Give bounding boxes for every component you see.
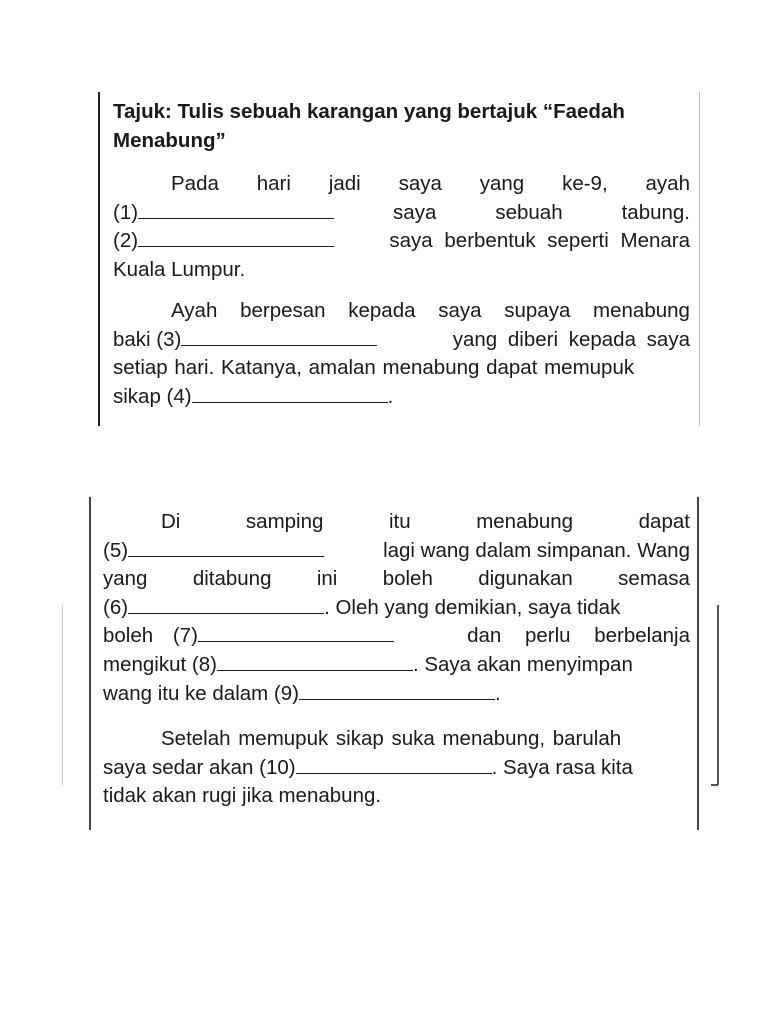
essay-title [113,97,703,155]
blank-4[interactable] [192,384,388,403]
blank-10[interactable] [296,755,492,774]
blank-number-8: mengikut (8) [103,652,217,676]
p3-line-4-text: . Oleh yang demikian, saya tidak [324,595,621,619]
p4-line-3: tidak akan rugi jika menabung. [103,784,382,808]
word: boleh [382,567,433,591]
word: ditabung [192,567,272,591]
blank-number-7: boleh (7) [103,624,198,648]
blank-number-9: wang itu ke dalam (9) [103,681,299,705]
p3-line-3 [103,565,690,594]
p2-line-4 [113,383,690,412]
p2-line-1 [113,297,690,326]
paragraph-4 [103,725,690,811]
word: Pada [171,172,219,195]
blank-9[interactable] [299,681,495,700]
word: supaya [504,299,571,322]
paragraph-2 [113,297,690,411]
word: menabung [476,510,574,533]
blank-number-6: (6) [103,595,129,619]
word: tabung. [621,200,690,224]
p2-line-2 [113,326,690,355]
word: kepada [348,299,416,322]
blank-number-4: sikap (4) [113,384,192,408]
title-line-2: Menabung” [113,129,226,152]
p3-line-6 [103,651,690,680]
panel2-outer-right-mark [717,605,719,785]
p3-line-6-text: . Saya akan menyimpan [412,652,633,676]
period: . [494,681,501,705]
blank-number-1: (1) [113,200,139,224]
p4-line-2-text: . Saya rasa kita [491,755,633,779]
p3-line-5 [103,622,690,651]
word: itu [388,510,411,533]
panel2-right-border [697,497,699,830]
p3-line-7 [103,680,690,709]
blank-5[interactable] [128,538,324,557]
word: berpesan [240,299,326,322]
title-line-1: Tajuk: Tulis sebuah karangan yang bertajuk “Faedah [113,100,625,123]
word: ayah [645,172,690,195]
word: saya [398,172,442,195]
blank-number-5: (5) [103,538,129,562]
paragraph-3 [103,508,690,708]
p1-line-4: Kuala Lumpur. [113,257,246,281]
p3-line-4 [103,594,690,623]
blank-7[interactable] [198,623,394,642]
panel2-outer-right-tick [711,784,718,786]
word: saya [393,200,437,224]
p4-line-1: Setelah memupuk sikap suka menabung, barulah [161,727,622,750]
p1-line-1 [113,170,690,199]
word: ini [316,567,338,591]
word: jadi [328,172,361,195]
word: Di [161,510,181,533]
word: samping [245,510,324,533]
blank-3[interactable] [181,327,377,346]
word: yang [103,567,148,591]
word: hari [256,172,291,195]
blank-number-3: baki (3) [113,327,182,351]
period: . [387,384,394,408]
paragraph-1 [113,170,690,284]
p1-line-3-text: saya berbentuk seperti Menara [389,229,690,253]
panel2-outer-left-mark [62,605,63,785]
panel1-left-border [98,92,100,426]
blank-6[interactable] [128,595,324,614]
p3-line-2-text: lagi wang dalam simpanan. Wang [383,538,690,562]
panel2-left-border [89,497,91,830]
blank-number-2: (2) [113,229,139,253]
word: ke-9, [562,172,608,195]
p1-line-3 [113,227,690,256]
p1-line-2 [113,199,690,228]
p3-line-5-text: dan perlu berbelanja [467,624,690,648]
blank-8[interactable] [217,652,413,671]
word: sebuah [495,200,563,224]
word: yang [479,172,525,195]
word: dapat [638,510,690,533]
word: semasa [618,567,690,591]
p3-line-2 [103,537,690,566]
p2-line-3: setiap hari. Katanya, amalan menabung dapat memupuk [113,356,635,380]
word: saya [438,299,482,322]
p4-line-2 [103,754,690,783]
p3-line-1 [103,508,690,537]
p2-line-2-text: yang diberi kepada saya [452,327,690,351]
word: menabung [593,299,690,322]
word: Ayah [171,299,218,322]
word: digunakan [478,567,573,591]
blank-1[interactable] [138,200,334,219]
blank-2[interactable] [138,228,334,247]
blank-number-10: saya sedar akan (10) [103,755,296,779]
